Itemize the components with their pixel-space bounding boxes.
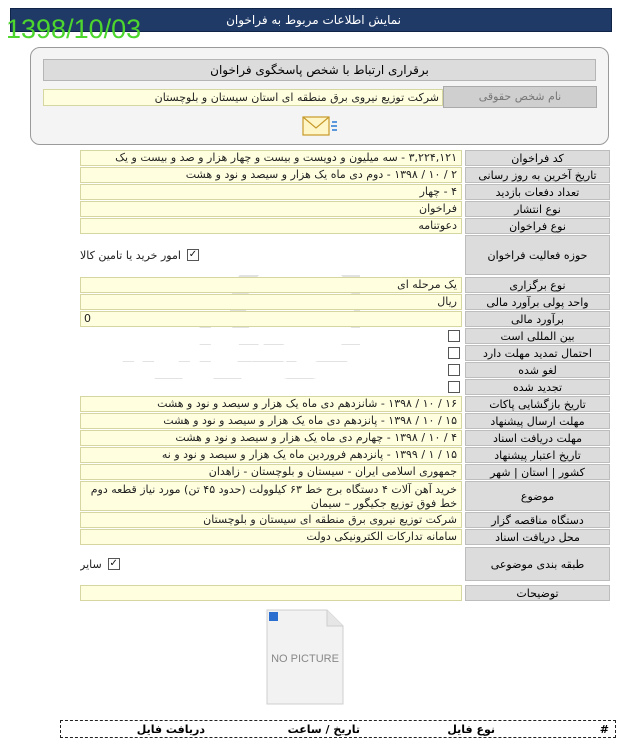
international-label: بین المللی است (465, 328, 610, 344)
row-activity-scope (80, 235, 610, 275)
estimate-value: 0 (80, 311, 462, 327)
tender-authority-label: دستگاه مناقصه گزار (465, 512, 610, 528)
no-picture-image (265, 608, 345, 706)
row-renewed (80, 379, 610, 395)
contact-header: برقراری ارتباط با شخص پاسخگوی فراخوان (43, 59, 596, 81)
international-cell (80, 328, 462, 344)
envelope-opening-value: ۱۶ / ۱۰ / ۱۳۹۸ - شانزدهم دی ماه یک هزار و سیصد و نود و هشت (80, 396, 462, 412)
last-update-value: ۲ / ۱۰ / ۱۳۹۸ - دوم دی ماه یک هزار و سیصد و نود و هشت (80, 167, 462, 183)
no-picture-text: NO PICTURE (271, 653, 339, 665)
broken-link-icon (269, 612, 278, 621)
row-subject (80, 481, 610, 511)
row-cancelled (80, 362, 610, 378)
location-value: جمهوری اسلامی ایران - سیستان و بلوچستان - زاهدان (80, 464, 462, 480)
category-text: سایر (80, 557, 102, 571)
row-last-update (80, 167, 610, 183)
row-offer-validity (80, 447, 610, 463)
publish-type-value: فراخوان (80, 201, 462, 217)
international-checkbox[interactable] (448, 330, 460, 342)
visit-count-label: تعداد دفعات بازدید (465, 184, 610, 200)
row-currency (80, 294, 610, 310)
files-col-type: نوع فایل (447, 723, 495, 736)
subject-label: موضوع (465, 481, 610, 511)
row-publish-type (80, 201, 610, 217)
activity-scope-value (80, 235, 462, 275)
last-update-label: تاریخ آخرین به روز رسانی (465, 167, 610, 183)
window-title: نمایش اطلاعات مربوط به فراخوان (226, 13, 401, 27)
extension-label: احتمال تمدید مهلت دارد (465, 345, 610, 361)
files-col-download: دریافت فایل (136, 723, 205, 736)
contact-panel (30, 47, 609, 145)
activity-scope-checkbox[interactable]: ✓ (188, 249, 198, 260)
holding-type-value: یک مرحله ای (80, 277, 462, 293)
call-type-value: دعوتنامه (80, 218, 462, 234)
activity-scope-text: امور خرید یا تامین کالا (80, 249, 181, 262)
row-holding-type (80, 277, 610, 293)
files-col-date: تاریخ / ساعت (287, 723, 360, 736)
call-code-value: ۳,۲۲۴,۱۲۱ - سه میلیون و دویست و بیست و چهار هزار و صد و بیست و یک (80, 150, 462, 166)
document-place-label: محل دریافت اسناد (465, 529, 610, 545)
extension-checkbox[interactable] (448, 347, 460, 359)
date-stamp: 1398/10/03 (6, 14, 142, 44)
cancelled-checkbox[interactable] (448, 364, 460, 376)
envelope-opening-label: تاریخ بازگشایی پاکات (465, 396, 610, 412)
currency-label: واحد پولی برآورد مالی (465, 294, 610, 310)
category-value (80, 547, 462, 581)
submission-deadline-value: ۱۵ / ۱۰ / ۱۳۹۸ - پانزدهم دی ماه یک هزار و سیصد و نود و هشت (80, 413, 462, 429)
row-call-code (80, 150, 610, 166)
documents-deadline-label: مهلت دریافت اسناد (465, 430, 610, 446)
renewed-label: تجدید شده (465, 379, 610, 395)
cancelled-label: لغو شده (465, 362, 610, 378)
row-envelope-opening (80, 396, 610, 412)
row-category (80, 547, 610, 581)
location-label: کشور | استان | شهر (465, 464, 610, 480)
submission-deadline-label: مهلت ارسال پیشنهاد (465, 413, 610, 429)
row-documents-deadline (80, 430, 610, 446)
row-extension (80, 345, 610, 361)
call-code-label: کد فراخوان (465, 150, 610, 166)
row-document-place (80, 529, 610, 545)
subject-value: خرید آهن آلات ۴ دستگاه برج خط ۶۳ کیلوولت (حدود ۴۵ تن) مورد نیاز قطعه دوم خط فوق توزیع جکیگور – سیمان (80, 481, 462, 511)
renewed-checkbox[interactable] (448, 381, 460, 393)
row-estimate (80, 311, 610, 327)
row-tender-authority (80, 512, 610, 528)
renewed-cell (80, 379, 462, 395)
files-table-header (60, 720, 616, 738)
row-description (80, 585, 610, 601)
legal-person-button[interactable]: نام شخص حقوقی (443, 86, 597, 108)
offer-validity-value: ۱۵ / ۱ / ۱۳۹۹ - پانزدهم فروردین ماه یک هزار و سیصد و نود و نه (80, 447, 462, 463)
row-international (80, 328, 610, 344)
row-call-type (80, 218, 610, 234)
organization-field: شرکت توزیع نیروی برق منطقه ای استان سیستان و بلوچستان (43, 89, 443, 106)
holding-type-label: نوع برگزاری (465, 277, 610, 293)
call-type-label: نوع فراخوان (465, 218, 610, 234)
cancelled-cell (80, 362, 462, 378)
description-value (80, 585, 462, 601)
row-location (80, 464, 610, 480)
publish-type-label: نوع انتشار (465, 201, 610, 217)
row-visit-count (80, 184, 610, 200)
currency-value: ریال (80, 294, 462, 310)
offer-validity-label: تاریخ اعتبار پیشنهاد (465, 447, 610, 463)
estimate-label: برآورد مالی (465, 311, 610, 327)
documents-deadline-value: ۴ / ۱۰ / ۱۳۹۸ - چهارم دی ماه یک هزار و سیصد و نود و هشت (80, 430, 462, 446)
extension-cell (80, 345, 462, 361)
tender-authority-value: شرکت توزیع نیروی برق منطقه ای سیستان و بلوچستان (80, 512, 462, 528)
document-place-value: سامانه تدارکات الکترونیکی دولت (80, 529, 462, 545)
activity-scope-label: حوزه فعالیت فراخوان (465, 235, 610, 275)
category-label: طبقه بندی موضوعی (465, 547, 610, 581)
category-checkbox[interactable]: ✓ (109, 558, 118, 569)
description-label: توضیحات (465, 585, 610, 601)
row-submission-deadline (80, 413, 610, 429)
envelope-icon[interactable] (301, 114, 339, 138)
files-col-index: # (599, 723, 609, 736)
visit-count-value: ۴ - چهار (80, 184, 462, 200)
